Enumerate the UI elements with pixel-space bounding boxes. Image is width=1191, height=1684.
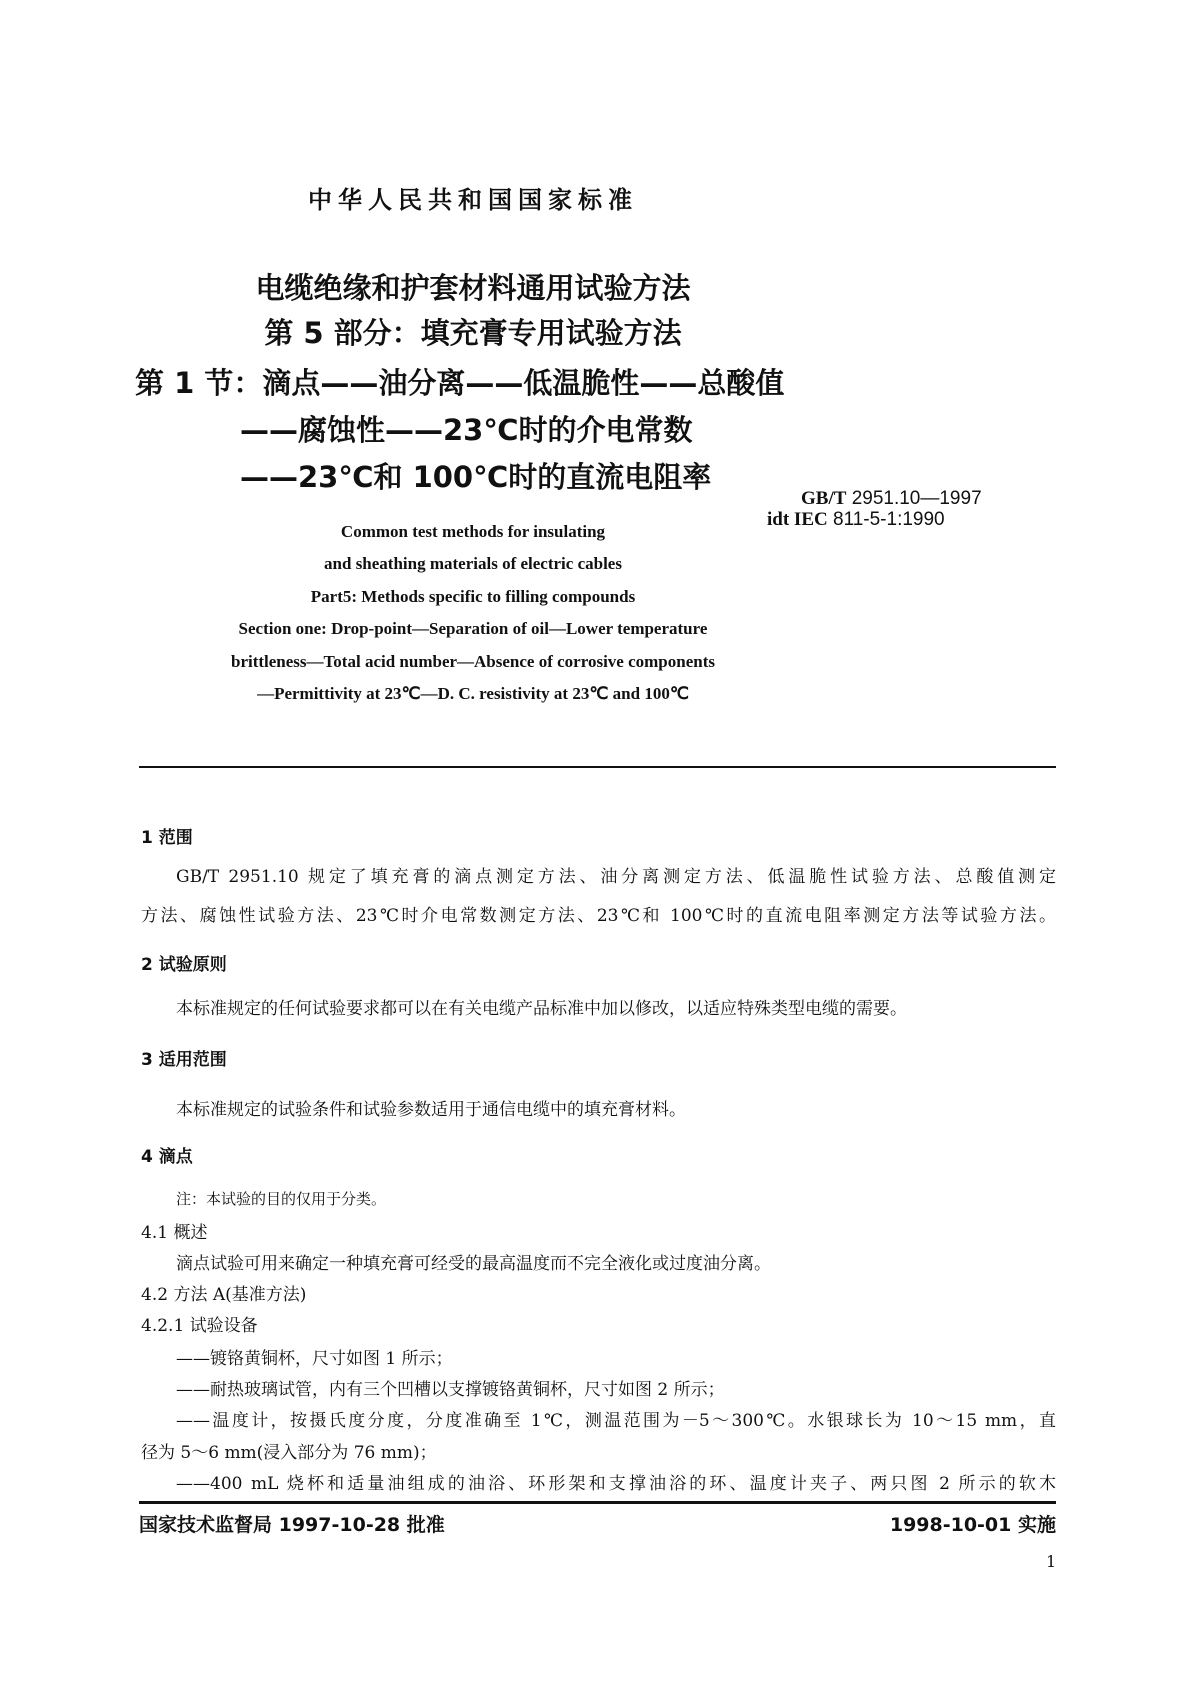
title-line-1: 电缆绝缘和护套材料通用试验方法 <box>255 271 691 305</box>
section-1-line-2: 方法、腐蚀性试验方法、23℃时介电常数测定方法、23℃和 100℃时的直流电阻率测定方法等试验方法。 <box>141 906 1056 926</box>
section-1-heading: 1 范围 <box>141 828 193 848</box>
standard-code: GB/T 2951.10—1997 <box>801 488 982 509</box>
idt-code: idt IEC 811-5-1:1990 <box>767 509 945 530</box>
title-line-2: 第 5 部分：填充膏专用试验方法 <box>264 316 682 350</box>
english-title-6: —Permittivity at 23℃—D. C. resistivity at 23℃ and 100℃ <box>257 684 689 703</box>
equipment-item-1: ——镀铬黄铜杯，尺寸如图 1 所示； <box>176 1349 453 1369</box>
english-title-2: and sheathing materials of electric cables <box>324 554 622 573</box>
footer-divider <box>139 1501 1056 1504</box>
implementation-date: 1998-10-01 实施 <box>889 1514 1056 1536</box>
section-2-heading: 2 试验原则 <box>141 955 227 975</box>
english-title-4: Section one: Drop-point—Separation of oil—Lower temperature <box>238 619 708 638</box>
title-line-4: ——腐蚀性——23℃时的介电常数 <box>240 413 693 447</box>
english-title-5: brittleness—Total acid number—Absence of corrosive components <box>230 652 715 671</box>
section-2-line-1: 本标准规定的任何试验要求都可以在有关电缆产品标准中加以修改，以适应特殊类型电缆的需要。 <box>176 999 907 1019</box>
equipment-item-4: ——400 mL 烧杯和适量油组成的油浴、环形架和支撑油浴的环、温度计夹子、两只图 2 所示的软木 <box>176 1474 1056 1494</box>
section-4-2-1-heading: 4.2.1 试验设备 <box>141 1316 258 1336</box>
section-4-1-line-1: 滴点试验可用来确定一种填充膏可经受的最高温度而不完全液化或过度油分离。 <box>176 1254 771 1274</box>
english-title-1: Common test methods for insulating <box>340 522 606 541</box>
section-4-1-heading: 4.1 概述 <box>141 1223 208 1243</box>
section-4-heading: 4 滴点 <box>141 1147 193 1167</box>
english-title-3: Part5: Methods specific to filling compounds <box>310 587 636 606</box>
equipment-item-3-line-1: ——温度计，按摄氏度分度，分度准确至 1℃，测温范围为－5～300℃。水银球长为 10～15 mm，直 <box>176 1411 1056 1431</box>
section-4-note: 注：本试验的目的仅用于分类。 <box>176 1190 387 1208</box>
section-3-heading: 3 适用范围 <box>141 1050 227 1070</box>
equipment-item-2: ——耐热玻璃试管，内有三个凹槽以支撑镀铬黄铜杯，尺寸如图 2 所示； <box>176 1380 725 1400</box>
approval-date: 国家技术监督局 1997-10-28 批准 <box>139 1514 445 1536</box>
header-divider <box>139 766 1056 768</box>
title-line-3: 第 1 节：滴点——油分离——低温脆性——总酸值 <box>135 366 785 400</box>
section-3-line-1: 本标准规定的试验条件和试验参数适用于通信电缆中的填充膏材料。 <box>176 1100 686 1120</box>
equipment-item-3-line-2: 径为 5～6 mm(浸入部分为 76 mm)； <box>141 1443 437 1463</box>
standard-label: 中华人民共和国国家标准 <box>308 186 638 214</box>
section-4-2-heading: 4.2 方法 A(基准方法) <box>141 1285 307 1305</box>
page-number: 1 <box>1046 1552 1057 1571</box>
section-1-line-1: GB/T 2951.10 规定了填充膏的滴点测定方法、油分离测定方法、低温脆性试验方法、总酸值测定 <box>176 867 1056 887</box>
title-line-5: ——23℃和 100℃时的直流电阻率 <box>240 460 712 494</box>
